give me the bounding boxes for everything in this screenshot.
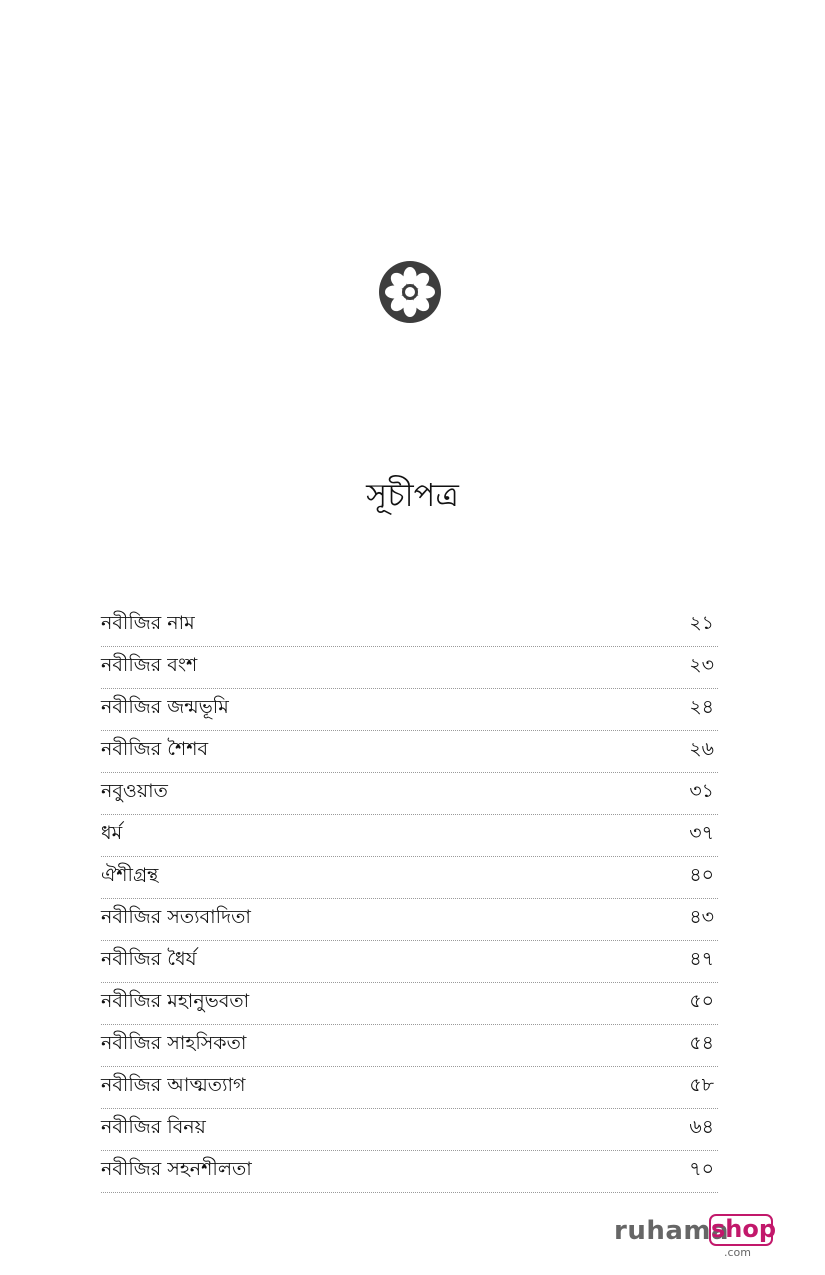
- toc-entry-title: নবীজির ধৈর্য: [101, 948, 197, 970]
- toc-entry: [101, 1026, 718, 1067]
- toc-entry-page-number: ৫৮: [689, 1074, 714, 1096]
- toc-entry-page-number: ৪০: [689, 864, 714, 886]
- toc-entry: [101, 1110, 718, 1151]
- toc-entry: [101, 942, 718, 983]
- toc-entry-title: নবীজির সাহসিকতা: [101, 1032, 247, 1054]
- toc-entry-title: নবীজির মহানুভবতা: [101, 990, 250, 1012]
- toc-entry-page-number: ৬৪: [689, 1116, 714, 1138]
- publisher-logo: [614, 1212, 779, 1260]
- toc-entry: [101, 1068, 718, 1109]
- toc-entry-page-number: ২৩: [689, 654, 714, 676]
- toc-entry: [101, 648, 718, 689]
- toc-entry-page-number: ৫০: [689, 990, 714, 1012]
- page-title: সূচীপত্র: [366, 476, 459, 514]
- toc-entry-title: নবীজির শৈশব: [101, 738, 209, 760]
- toc-entry-page-number: ২৬: [689, 738, 714, 760]
- toc-entry-page-number: ৪৩: [689, 906, 714, 928]
- toc-entry-title: ধর্ম: [101, 822, 123, 844]
- toc-entry-page-number: ৩১: [689, 780, 714, 802]
- logo-text-shop: shop: [709, 1214, 773, 1246]
- toc-entry-page-number: ৩৭: [689, 822, 714, 844]
- toc-entry-title: নবীজির নাম: [101, 612, 195, 634]
- toc-entry-page-number: ৪৭: [689, 948, 714, 970]
- toc-entry: [101, 984, 718, 1025]
- toc-entry-title: নবীজির বংশ: [101, 654, 198, 676]
- logo-text-suffix: .com: [724, 1246, 751, 1259]
- toc-entry-title: নবীজির সহনশীলতা: [101, 1158, 252, 1180]
- toc-entry-page-number: ২১: [689, 612, 714, 634]
- toc-entry: [101, 732, 718, 773]
- toc-entry: [101, 606, 718, 647]
- toc-entry-title: নবীজির বিনয়: [101, 1116, 206, 1138]
- toc-entry-title: নবীজির জন্মভূমি: [101, 696, 229, 718]
- toc-entry-title: নবীজির সত্যবাদিতা: [101, 906, 251, 928]
- table-of-contents: [101, 606, 718, 1193]
- toc-entry: [101, 816, 718, 857]
- toc-entry-title: ঐশীগ্রন্থ: [101, 864, 159, 886]
- flower-ornament-icon: [378, 260, 442, 324]
- toc-entry-page-number: ৫৪: [689, 1032, 714, 1054]
- toc-entry: [101, 900, 718, 941]
- toc-entry-page-number: ২৪: [689, 696, 714, 718]
- toc-entry: [101, 774, 718, 815]
- toc-entry: [101, 1152, 718, 1193]
- toc-entry: [101, 858, 718, 899]
- toc-entry-title: নবুওয়াত: [101, 780, 168, 802]
- logo-text-ruhama: ruhama: [614, 1216, 730, 1246]
- toc-entry-page-number: ৭০: [689, 1158, 714, 1180]
- toc-entry: [101, 690, 718, 731]
- toc-entry-title: নবীজির আত্মত্যাগ: [101, 1074, 246, 1096]
